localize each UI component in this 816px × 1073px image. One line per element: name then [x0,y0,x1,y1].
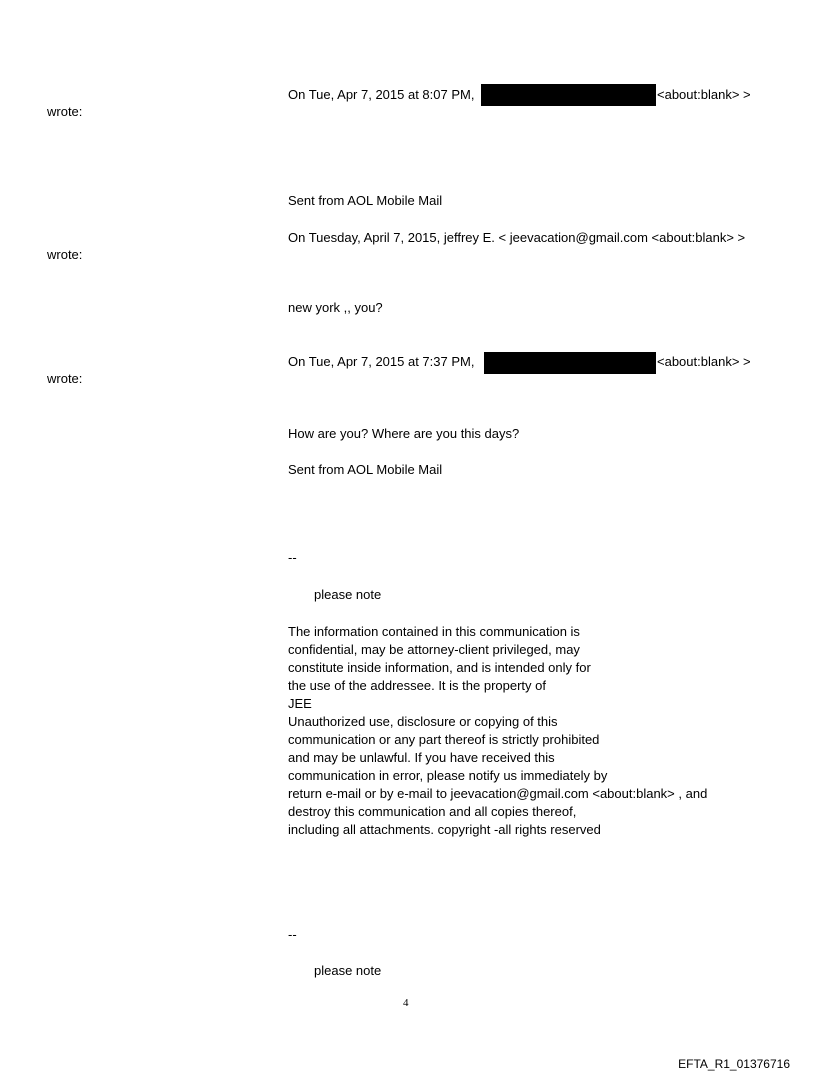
disclaimer-line: the use of the addressee. It is the property of [288,678,546,693]
header-2: On Tuesday, April 7, 2015, jeffrey E. < jeevacation@gmail.com <about:blank> > [288,230,746,245]
disclaimer-line: The information contained in this communication is [288,624,580,639]
header-2-wrote: wrote: [47,247,83,262]
header-3-address: <about:blank> > [657,354,751,369]
please-note-heading: please note [314,587,382,602]
signature-separator: -- [288,550,297,565]
disclaimer [288,623,758,839]
sent-from-line: Sent from AOL Mobile Mail [288,462,443,477]
redaction-box [481,84,656,106]
disclaimer-line: JEE [288,696,312,711]
disclaimer-line: constitute inside information, and is intended only for [288,660,591,675]
disclaimer-line: Unauthorized use, disclosure or copying of this [288,714,558,729]
question-text: How are you? Where are you this days? [288,426,520,441]
sent-from-line: Sent from AOL Mobile Mail [288,193,443,208]
header-1-wrote: wrote: [47,104,83,119]
please-note-heading: please note [314,963,382,978]
header-3-date: On Tue, Apr 7, 2015 at 7:37 PM, [288,354,475,369]
disclaimer-line: including all attachments. copyright -all rights reserved [288,822,601,837]
reply-text: new york ,, you? [288,300,383,315]
page-number: 4 [403,997,409,1009]
header-3-wrote: wrote: [47,371,83,386]
document-id: EFTA_R1_01376716 [678,1057,790,1071]
redaction-box [484,352,656,374]
disclaimer-line: confidential, may be attorney-client privileged, may [288,642,580,657]
disclaimer-line: communication in error, please notify us immediately by [288,768,608,783]
disclaimer-line: return e-mail or by e-mail to jeevacation@gmail.com <about:blank> , and [288,786,708,801]
header-1-date: On Tue, Apr 7, 2015 at 8:07 PM, [288,87,475,102]
disclaimer-line: destroy this communication and all copies thereof, [288,804,577,819]
disclaimer-line: communication or any part thereof is strictly prohibited [288,732,600,747]
disclaimer-line: and may be unlawful. If you have received this [288,750,555,765]
signature-separator: -- [288,927,297,942]
header-1-address: <about:blank> > [657,87,751,102]
